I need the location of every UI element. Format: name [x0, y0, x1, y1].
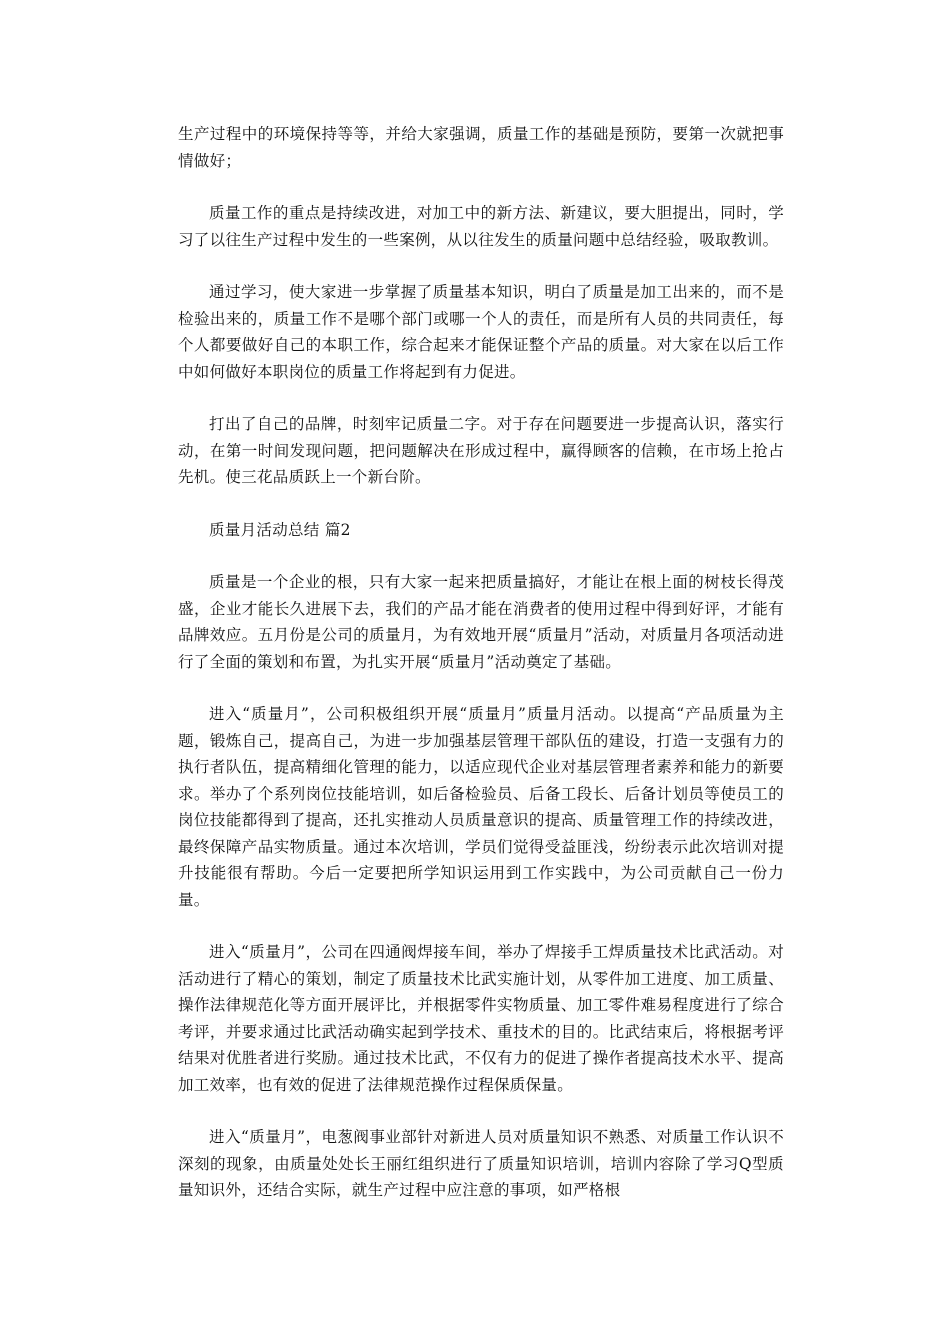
paragraph: 进入“质量月”，公司在四通阀焊接车间，举办了焊接手工焊质量技术比武活动。对活动进行了精心的策划，制定了质量技术比武实施计划，从零件加工进度、加工质量、操作法律规范化等方面开展评比，并根据零件实物质量、加工零件难易程度进行了综合考评，并要求通过比武活动确实起到学技术、重技术的目的。比武结束后，将根据考评结果对优胜者进行奖励。通过技术比武，不仅有力的促进了操作者提高技术水平、提高加工效率，也有效的促进了法律规范操作过程保质保量。 [178, 943, 784, 1094]
paragraph: 质量工作的重点是持续改进，对加工中的新方法、新建议，要大胆提出，同时，学习了以往生产过程中发生的一些案例，从以往发生的质量问题中总结经验，吸取教训。 [178, 204, 784, 249]
paragraph-continuation: 生产过程中的环境保持等等，并给大家强调，质量工作的基础是预防，要第一次就把事情做好； [178, 125, 784, 170]
paragraph: 打出了自己的品牌，时刻牢记质量二字。对于存在问题要进一步提高认识，落实行动，在第一时间发现问题，把问题解决在形成过程中，赢得顾客的信赖，在市场上抢占先机。使三花品质跃上一个新台阶。 [178, 415, 784, 486]
paragraph: 通过学习，使大家进一步掌握了质量基本知识，明白了质量是加工出来的，而不是检验出来的，质量工作不是哪个部门或哪一个人的责任，而是所有人员的共同责任，每个人都要做好自己的本职工作，综合起来才能保证整个产品的质量。对大家在以后工作中如何做好本职岗位的质量工作将起到有力促进。 [178, 283, 784, 381]
document-body [178, 121, 784, 1230]
paragraph: 质量是一个企业的根，只有大家一起来把质量搞好，才能让在根上面的树枝长得茂盛，企业才能长久进展下去，我们的产品才能在消费者的使用过程中得到好评，才能有品牌效应。五月份是公司的质量月，为有效地开展“质量月”活动，对质量月各项活动进行了全面的策划和布置，为扎实开展“质量月”活动奠定了基础。 [178, 573, 784, 671]
paragraph: 进入“质量月”，电葱阀事业部针对新进人员对质量知识不熟悉、对质量工作认识不深刻的现象，由质量处处长王丽红组织进行了质量知识培训，培训内容除了学习Q型质量知识外，还结合实际，就生产过程中应注意的事项，如严格根 [178, 1128, 784, 1199]
paragraph: 进入“质量月”，公司积极组织开展“质量月”质量月活动。以提高“产品质量为主题，锻炼自己，提高自己，为进一步加强基层管理干部队伍的建设，打造一支强有力的执行者队伍，提高精细化管理的能力，以适应现代企业对基层管理者素养和能力的新要求。举办了个系列岗位技能培训，如后备检验员、后备工段长、后备计划员等使员工的岗位技能都得到了提高，还扎实推动人员质量意识的提高、质量管理工作的持续改进，最终保障产品实物质量。通过本次培训，学员们觉得受益匪浅，纷纷表示此次培训对提升技能很有帮助。今后一定要把所学知识运用到工作实践中，为公司贡献自己一份力量。 [178, 705, 784, 909]
section-heading: 质量月活动总结 篇2 [209, 520, 351, 539]
